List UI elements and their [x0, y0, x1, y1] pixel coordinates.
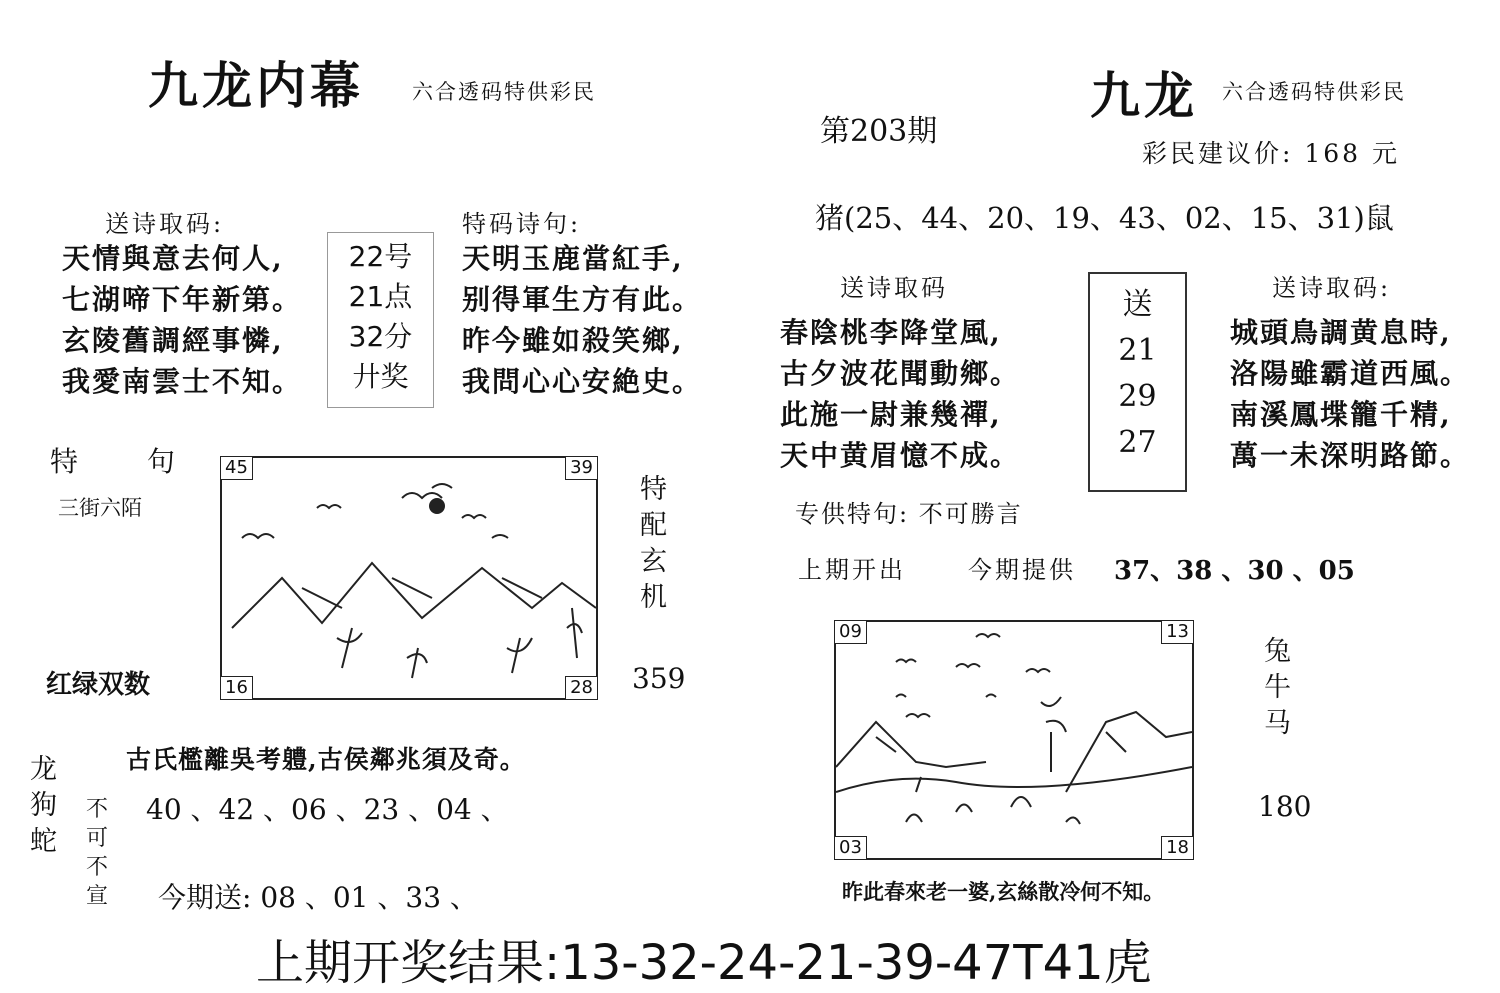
- vertical-char: 牛: [1264, 672, 1291, 703]
- vertical-char: 机: [640, 582, 667, 613]
- tejv-label: 特 句: [50, 445, 205, 478]
- vertical-char: 马: [1264, 708, 1291, 739]
- mid-box-line: 29: [1118, 379, 1157, 414]
- mid-box-line: 32分: [348, 320, 413, 353]
- poem-line: 天情與意去何人,: [62, 242, 284, 275]
- buke-vertical: [86, 795, 108, 911]
- buke-char: 可: [86, 826, 109, 851]
- last-result-label: 上期开奖结果:: [256, 935, 561, 991]
- poem-line: 此施一尉兼幾禪,: [780, 398, 1002, 431]
- issue-number: 第203期: [820, 114, 938, 149]
- pic-corner-number: 45: [220, 456, 253, 480]
- right-riddle: 昨此春來老一婆,玄絲散冷何不知。: [842, 879, 1165, 904]
- poem-line: 我愛南雲士不知。: [62, 365, 303, 398]
- poem-line: 昨今雖如殺笑鄉,: [462, 324, 684, 357]
- left-riddle: 古氏檻離吳考軆,古侯鄰兆須及奇。: [126, 745, 526, 774]
- pic-corner-number: 03: [834, 836, 867, 860]
- mid-box-line: 送: [1122, 287, 1153, 322]
- vertical-char: 兔: [1264, 636, 1291, 667]
- left-landscape-picture: [220, 456, 598, 700]
- poem-line: 洛陽雖霸道西風。: [1230, 357, 1471, 390]
- right-mid-box: [1088, 272, 1187, 492]
- vertical-char: 配: [640, 510, 667, 541]
- right-poem-label-left: 送诗取码: [840, 274, 948, 302]
- right-landscape-picture: [834, 620, 1194, 860]
- right-side-number: 180: [1258, 790, 1312, 823]
- right-side-vertical: [1264, 634, 1291, 742]
- poem-line: 古夕波花聞動鄉。: [780, 357, 1021, 390]
- zodiac-char: 狗: [30, 790, 57, 821]
- pic-corner-number: 09: [834, 620, 867, 644]
- left-special-label: 特码诗句:: [462, 210, 582, 238]
- landscape-drawing: [222, 458, 596, 698]
- buke-char: 宣: [86, 884, 109, 909]
- left-mid-box: [327, 232, 434, 408]
- mid-box-line: 21点: [348, 280, 413, 313]
- provide-numbers: 37、38 、30 、05: [1114, 556, 1355, 586]
- pic-corner-number: 39: [565, 456, 598, 480]
- poem-line: 天中黄眉憶不成。: [780, 439, 1021, 472]
- buke-char: 不: [86, 797, 109, 822]
- special-sentence: 专供特句: 不可勝言: [795, 500, 1023, 528]
- zodiac-char: 蛇: [30, 826, 57, 857]
- landscape-drawing: [836, 622, 1192, 858]
- zodiac-char: 龙: [30, 754, 57, 785]
- poem-line: 玄陵舊調經事憐,: [62, 324, 284, 357]
- poem-line: 城頭鳥調黄息時,: [1230, 316, 1452, 349]
- mid-box-line: 21: [1118, 333, 1157, 368]
- right-poem-right: [1230, 312, 1470, 476]
- tejv-text: 三街六陌: [58, 496, 142, 520]
- provide-label: 今期提供: [968, 556, 1076, 584]
- price: 彩民建议价: 168 元: [1142, 139, 1401, 168]
- mid-box-line: 22号: [348, 240, 413, 273]
- last-result: [256, 924, 1152, 993]
- left-title: 九龙内幕: [148, 56, 364, 115]
- vertical-char: 特: [640, 474, 667, 505]
- last-result-numbers: 13-32-24-21-39-47T41虎: [560, 935, 1152, 991]
- poem-line: 别得軍生方有此。: [462, 283, 703, 316]
- pic-corner-number: 18: [1161, 836, 1194, 860]
- left-subtitle: 六合透码特供彩民: [412, 80, 596, 104]
- poem-line: 春陰桃李降堂風,: [780, 316, 1002, 349]
- left-poem: [62, 238, 302, 402]
- pig-line: 猪(25、44、20、19、43、02、15、31)鼠: [815, 201, 1394, 235]
- poem-line: 萬一未深明路節。: [1230, 439, 1471, 472]
- poem-line: 我問心心安絶史。: [462, 365, 703, 398]
- mid-box-line: 27: [1118, 425, 1157, 460]
- right-poem-label-right: 送诗取码:: [1272, 274, 1392, 302]
- pic-corner-number: 28: [565, 676, 598, 700]
- left-side-number: 359: [632, 662, 686, 695]
- poem-line: 七湖啼下年新第。: [62, 283, 303, 316]
- left-numbers: 40 、42 、06 、23 、04 、: [146, 793, 509, 826]
- pic-corner-number: 16: [220, 676, 253, 700]
- zodiac-vertical: [30, 752, 57, 860]
- right-subtitle: 六合透码特供彩民: [1222, 80, 1406, 104]
- buke-char: 不: [86, 855, 109, 880]
- left-poem-label: 送诗取码:: [105, 210, 225, 238]
- right-poem-left: [780, 312, 1020, 476]
- right-title: 九龙: [1090, 66, 1198, 125]
- last-label: 上期开出: [798, 556, 906, 584]
- left-special-poem: [462, 238, 702, 402]
- poem-line: 天明玉鹿當紅手,: [462, 242, 684, 275]
- hong-lv-label: 红绿双数: [46, 670, 151, 700]
- mid-box-line: 廾奖: [352, 360, 409, 393]
- send-today: 今期送: 08 、01 、33 、: [158, 881, 478, 914]
- pic-corner-number: 13: [1161, 620, 1194, 644]
- left-side-vertical: [640, 472, 667, 616]
- poem-line: 南溪鳳堞籠千精,: [1230, 398, 1452, 431]
- vertical-char: 玄: [640, 546, 667, 577]
